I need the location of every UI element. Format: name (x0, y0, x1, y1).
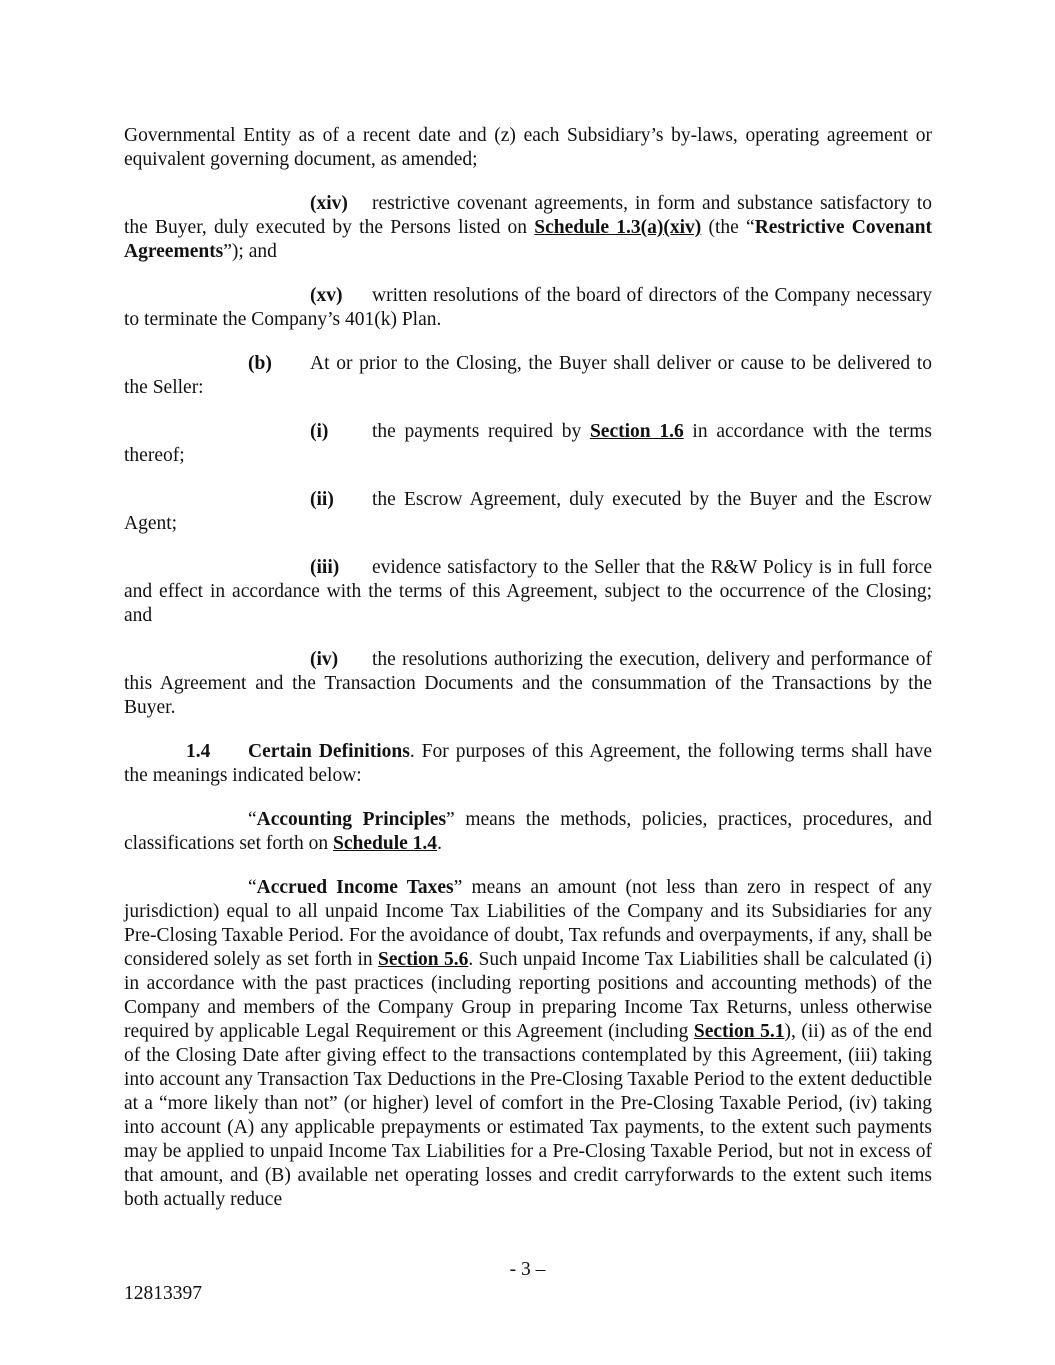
text-run: ” means an amount (not less than zero in respect of any jurisdiction) equal to all unpaid Income Tax Liabilities of the Company and its Subsidiaries for any Pre-Closing Taxable Period. For the avoidance of doubt, Tax refunds and overpayments, if any, shall be considered solely as set forth in (124, 877, 932, 970)
paragraph (124, 488, 932, 536)
text-run: the resolutions authorizing the execution, delivery and performance of this Agreement and the Transaction Documents and the consummation of the Transactions by the Buyer. (124, 649, 932, 718)
text-run: “ (248, 809, 257, 830)
text-run: (the “ (701, 217, 755, 238)
text-run: “ (248, 877, 257, 898)
clause-number: (xv) (310, 285, 343, 306)
clause-number: (ii) (310, 489, 334, 510)
defined-term: Accrued Income Taxes (256, 877, 454, 898)
text-run: in accordance with the terms thereof; (124, 421, 932, 466)
paragraph (124, 556, 932, 628)
clause-number: (xiv) (310, 193, 348, 214)
paragraph (124, 352, 932, 400)
text-run: ), (ii) as of the end of the Closing Date after giving effect to the transactions contemplated by this Agreement, (iii) taking into account any Transaction Tax Deductions in the Pre-Closing Taxable Period to the extent deductible at a “more likely than not” (or higher) level of comfort in the Pre-Closing Taxable Period, (iv) taking into account (A) any applicable prepayments or estimated Tax payments, to the extent such payments may be applied to unpaid Income Tax Liabilities for a Pre-Closing Taxable Period, but not in excess of that amount, and (B) available net operating losses and credit carryforwards to the extent such items both actually reduce (124, 1021, 932, 1210)
paragraph (124, 192, 932, 264)
text-run: restrictive covenant agreements, in form and substance satisfactory to the Buyer, duly executed by the Persons listed on (124, 193, 932, 238)
cross-reference: Schedule 1.3(a)(xiv) (534, 217, 702, 238)
cross-reference: Section 5.6 (377, 949, 469, 970)
text-run: evidence satisfactory to the Seller that the R&W Policy is in full force and effect in accordance with the terms of this Agreement, subject to the occurrence of the Closing; and (124, 557, 932, 626)
paragraph (124, 808, 932, 856)
cross-reference: Section 5.1 (693, 1021, 785, 1042)
text-run: . For purposes of this Agreement, the following terms shall have the meanings indicated below: (124, 741, 933, 786)
text-run: ” means the methods, policies, practices, procedures, and classifications set forth on (124, 809, 932, 854)
text-run: . (437, 833, 442, 854)
cross-reference: Schedule 1.4 (333, 833, 438, 854)
text-run: written resolutions of the board of directors of the Company necessary to terminate the Company’s 401(k) Plan. (124, 285, 932, 330)
defined-term: Restrictive Covenant Agreements (124, 217, 932, 262)
text-run: Governmental Entity as of a recent date and (z) each Subsidiary’s by-laws, operating agreement or equivalent governing document, as amended; (124, 125, 932, 170)
defined-term: Accounting Principles (256, 809, 447, 830)
paragraph (124, 648, 932, 720)
text-run: the payments required by (372, 421, 590, 442)
text-run: At or prior to the Closing, the Buyer shall deliver or cause to be delivered to the Seller: (124, 353, 932, 398)
clause-number: (iv) (310, 649, 339, 670)
clause-number: (b) (248, 353, 272, 374)
page-number: - 3 – (509, 1259, 546, 1280)
text-run: the Escrow Agreement, duly executed by the Buyer and the Escrow Agent; (124, 489, 932, 534)
paragraph (124, 124, 932, 172)
clause-number: 1.4 (186, 741, 211, 762)
document-body (124, 124, 932, 1232)
clause-number: (iii) (310, 557, 340, 578)
paragraph (124, 420, 932, 468)
text-run: ”); and (223, 241, 277, 262)
clause-number: (i) (310, 421, 329, 442)
text-run: . Such unpaid Income Tax Liabilities shall be calculated (i) in accordance with the past practices (including reporting positions and accounting methods) of the Company and members of the Company Group in preparing Income Tax Returns, unless otherwise required by applicable Legal Requirement or this Agreement (including (124, 949, 932, 1042)
paragraph (124, 876, 932, 1212)
document-id: 12813397 (124, 1283, 202, 1304)
paragraph (124, 284, 932, 332)
paragraph (124, 740, 932, 788)
defined-term: Certain Definitions (248, 741, 410, 762)
cross-reference: Section 1.6 (589, 421, 684, 442)
